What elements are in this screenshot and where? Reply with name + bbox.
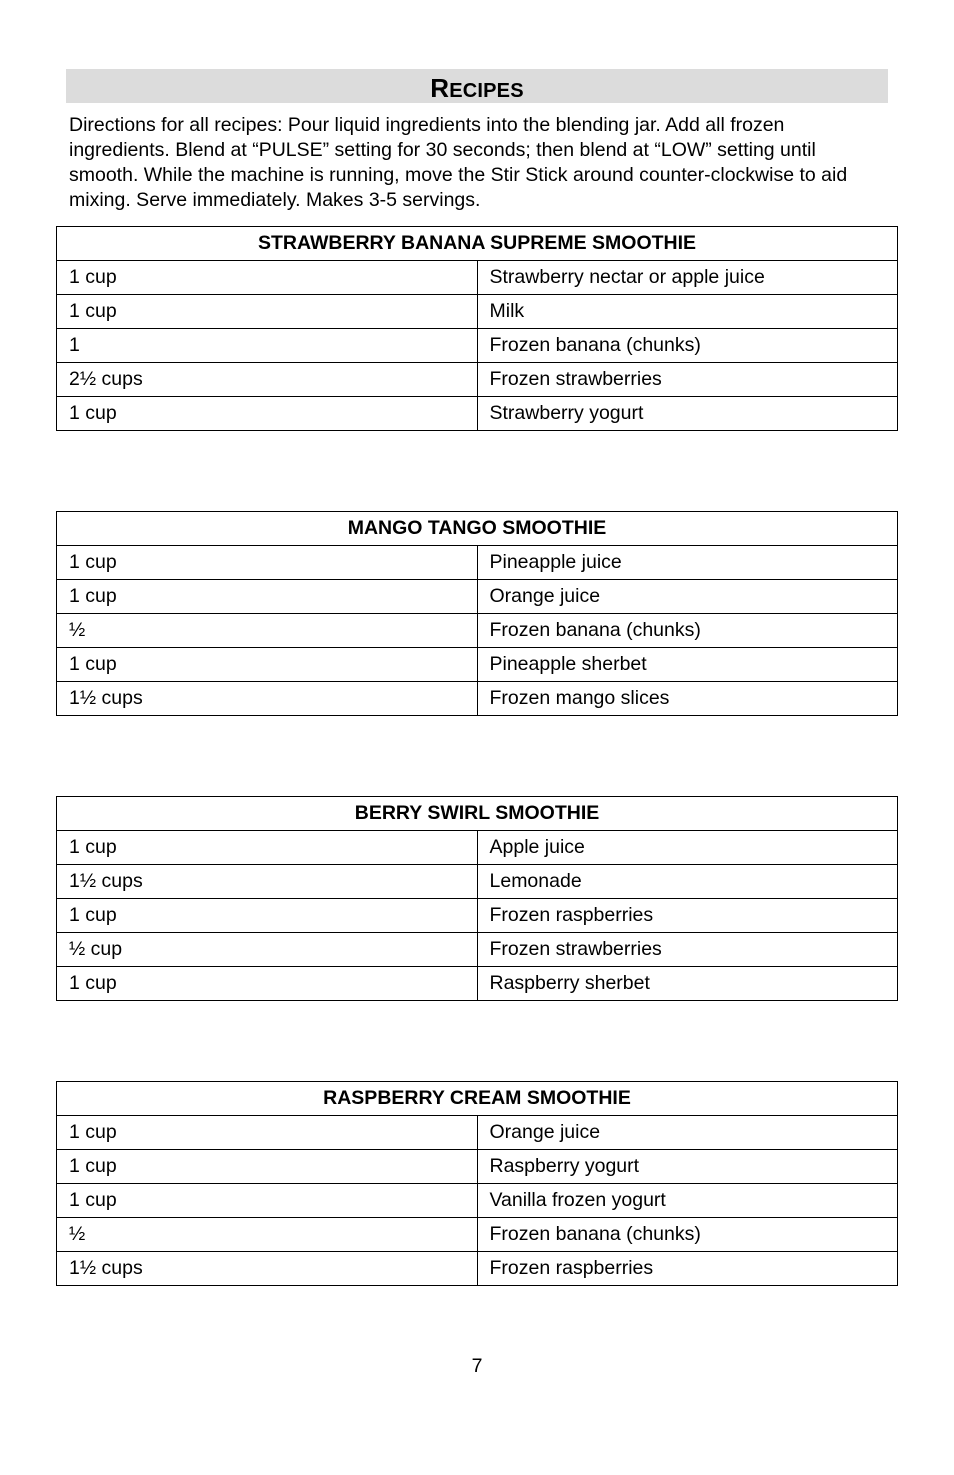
ingredient-row [57, 899, 898, 933]
ingredient-quantity: 1 cup [57, 261, 478, 295]
ingredient-name: Frozen strawberries [477, 933, 898, 967]
ingredient-row [57, 648, 898, 682]
ingredient-row [57, 1252, 898, 1286]
ingredient-name: Pineapple juice [477, 546, 898, 580]
page-title-initial: R [430, 73, 450, 103]
ingredient-row [57, 614, 898, 648]
recipe-title: RASPBERRY CREAM SMOOTHIE [57, 1082, 898, 1116]
page-title [430, 69, 524, 110]
ingredient-quantity: 1½ cups [57, 865, 478, 899]
ingredient-name: Vanilla frozen yogurt [477, 1184, 898, 1218]
ingredient-name: Apple juice [477, 831, 898, 865]
ingredient-row [57, 295, 898, 329]
ingredient-name: Frozen raspberries [477, 899, 898, 933]
section-header [66, 69, 888, 103]
recipe-title: MANGO TANGO SMOOTHIE [57, 512, 898, 546]
ingredient-name: Frozen raspberries [477, 1252, 898, 1286]
ingredient-quantity: 1 cup [57, 967, 478, 1001]
ingredient-row [57, 1184, 898, 1218]
recipe-table-mango-tango [56, 511, 898, 716]
ingredient-quantity: ½ cup [57, 933, 478, 967]
ingredient-name: Frozen mango slices [477, 682, 898, 716]
ingredient-quantity: 1 [57, 329, 478, 363]
ingredient-row [57, 261, 898, 295]
ingredient-quantity: ½ [57, 1218, 478, 1252]
ingredient-quantity: 1 cup [57, 831, 478, 865]
page-number: 7 [471, 1355, 483, 1377]
ingredient-name: Orange juice [477, 580, 898, 614]
ingredient-quantity: 1 cup [57, 1116, 478, 1150]
ingredient-quantity: 2½ cups [57, 363, 478, 397]
ingredient-row [57, 580, 898, 614]
ingredient-row [57, 1218, 898, 1252]
ingredient-quantity: 1 cup [57, 546, 478, 580]
ingredient-row [57, 831, 898, 865]
recipe-title: BERRY SWIRL SMOOTHIE [57, 797, 898, 831]
ingredient-row [57, 865, 898, 899]
ingredient-row [57, 967, 898, 1001]
ingredient-quantity: 1 cup [57, 648, 478, 682]
recipe-directions: Directions for all recipes: Pour liquid ingredients into the blending jar. Add all frozen ingredients. Blend at “PULSE” setting for 30 seconds; then blend at “LOW” setting until smooth. While the machine is running, move the Stir Stick around counter-clockwise to aid mixing. Serve immediately. Makes 3-5 servings. [69, 114, 848, 211]
ingredient-quantity: ½ [57, 614, 478, 648]
ingredient-row [57, 933, 898, 967]
ingredient-row [57, 397, 898, 431]
ingredient-quantity: 1½ cups [57, 682, 478, 716]
ingredient-name: Frozen banana (chunks) [477, 329, 898, 363]
page-title-rest: ECIPES [449, 80, 524, 102]
ingredient-name: Raspberry yogurt [477, 1150, 898, 1184]
ingredient-row [57, 329, 898, 363]
recipe-table-strawberry-banana [56, 226, 898, 431]
ingredient-name: Milk [477, 295, 898, 329]
ingredient-row [57, 682, 898, 716]
ingredient-name: Frozen banana (chunks) [477, 1218, 898, 1252]
recipe-table-raspberry-cream [56, 1081, 898, 1286]
ingredient-quantity: 1 cup [57, 1150, 478, 1184]
ingredient-row [57, 1150, 898, 1184]
ingredient-name: Lemonade [477, 865, 898, 899]
ingredient-quantity: 1 cup [57, 397, 478, 431]
ingredient-row [57, 363, 898, 397]
recipe-table-berry-swirl [56, 796, 898, 1001]
ingredient-name: Strawberry yogurt [477, 397, 898, 431]
ingredient-name: Orange juice [477, 1116, 898, 1150]
ingredient-name: Pineapple sherbet [477, 648, 898, 682]
ingredient-quantity: 1 cup [57, 899, 478, 933]
ingredient-quantity: 1½ cups [57, 1252, 478, 1286]
ingredient-row [57, 546, 898, 580]
ingredient-name: Frozen strawberries [477, 363, 898, 397]
recipe-title: STRAWBERRY BANANA SUPREME SMOOTHIE [57, 227, 898, 261]
ingredient-quantity: 1 cup [57, 295, 478, 329]
ingredient-quantity: 1 cup [57, 1184, 478, 1218]
ingredient-quantity: 1 cup [57, 580, 478, 614]
ingredient-name: Raspberry sherbet [477, 967, 898, 1001]
ingredient-row [57, 1116, 898, 1150]
ingredient-name: Strawberry nectar or apple juice [477, 261, 898, 295]
ingredient-name: Frozen banana (chunks) [477, 614, 898, 648]
